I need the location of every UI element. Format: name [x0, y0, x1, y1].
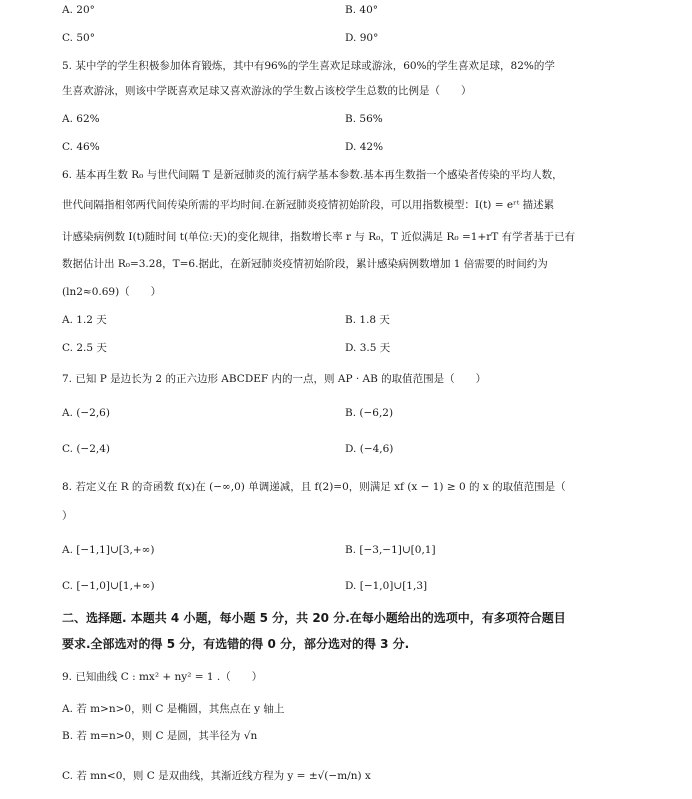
q6-stem-line4: 数据估计出 R₀=3.28，T=6.据此，在新冠肺炎疫情初始阶段，累计感染病例数增加 1 倍需要的时间约为 [62, 258, 548, 270]
q7-option-b: B. (−6,2) [345, 407, 394, 419]
q4-option-a: A. 20° [62, 4, 95, 16]
q8-stem-line2: ） [62, 510, 73, 522]
section2-heading-line2: 要求.全部选对的得 5 分，有选错的得 0 分，部分选对的得 3 分. [62, 637, 410, 651]
q9-option-c: C. 若 mn<0，则 C 是双曲线，其渐近线方程为 y = ±√(−m/n) x [62, 770, 371, 782]
q8-option-d: D. [−1,0]∪[1,3] [345, 580, 428, 592]
q7-option-c: C. (−2,4) [62, 443, 111, 455]
q9-option-b: B. 若 m=n>0，则 C 是圆，其半径为 √n [62, 730, 258, 742]
q5-stem-line2: 生喜欢游泳，则该中学既喜欢足球又喜欢游泳的学生数占该校学生总数的比例是（ ） [62, 85, 472, 97]
q7-stem: 7. 已知 P 是边长为 2 的正六边形 ABCDEF 内的一点，则 AP · AB 的取值范围是（ ） [62, 373, 487, 385]
q6-stem-line3: 计感染病例数 I(t)随时间 t(单位:天)的变化规律，指数增长率 r 与 R₀，T 近似满足 R₀ =1+rT 有学者基于已有 [62, 231, 576, 243]
q6-stem-line2: 世代间隔指相邻两代间传染所需的平均时间.在新冠肺炎疫情初始阶段，可以用指数模型：I(t) = eʳᵗ 描述累 [62, 199, 555, 211]
q8-option-b: B. [−3,−1]∪[0,1] [345, 544, 436, 556]
section2-heading-line1: 二、选择题. 本题共 4 小题，每小题 5 分，共 20 分.在每小题给出的选项中，有多项符合题目 [62, 611, 566, 625]
q5-option-a: A. 62% [62, 113, 100, 125]
q6-option-d: D. 3.5 天 [345, 342, 391, 354]
q5-option-c: C. 46% [62, 141, 100, 153]
q6-option-c: C. 2.5 天 [62, 342, 107, 354]
q5-stem-line1: 5. 某中学的学生积极参加体育锻炼，其中有96%的学生喜欢足球或游泳，60%的学生喜欢足球，82%的学 [62, 60, 555, 72]
q5-option-d: D. 42% [345, 141, 384, 153]
q8-option-c: C. [−1,0]∪[1,+∞) [62, 580, 155, 592]
q8-stem-line1: 8. 若定义在 R 的奇函数 f(x)在 (−∞,0) 单调递减，且 f(2)=0，则满足 xf (x − 1) ≥ 0 的 x 的取值范围是（ [62, 481, 566, 493]
q6-option-b: B. 1.8 天 [345, 314, 390, 326]
q9-stem: 9. 已知曲线 C : mx² + ny² = 1 .（ ） [62, 671, 263, 683]
q6-option-a: A. 1.2 天 [62, 314, 107, 326]
q4-option-c: C. 50° [62, 32, 95, 44]
q5-option-b: B. 56% [345, 113, 383, 125]
q7-option-a: A. (−2,6) [62, 407, 110, 419]
q6-stem-line5: (ln2≈0.69)（ ） [62, 286, 162, 298]
q8-option-a: A. [−1,1]∪[3,+∞) [62, 544, 155, 556]
q9-option-a: A. 若 m>n>0，则 C 是椭圆，其焦点在 y 轴上 [62, 703, 285, 715]
q4-option-d: D. 90° [345, 32, 379, 44]
q7-option-d: D. (−4,6) [345, 443, 394, 455]
q6-stem-line1: 6. 基本再生数 R₀ 与世代间隔 T 是新冠肺炎的流行病学基本参数.基本再生数指一个感染者传染的平均人数， [62, 169, 563, 181]
q4-option-b: B. 40° [345, 4, 379, 16]
